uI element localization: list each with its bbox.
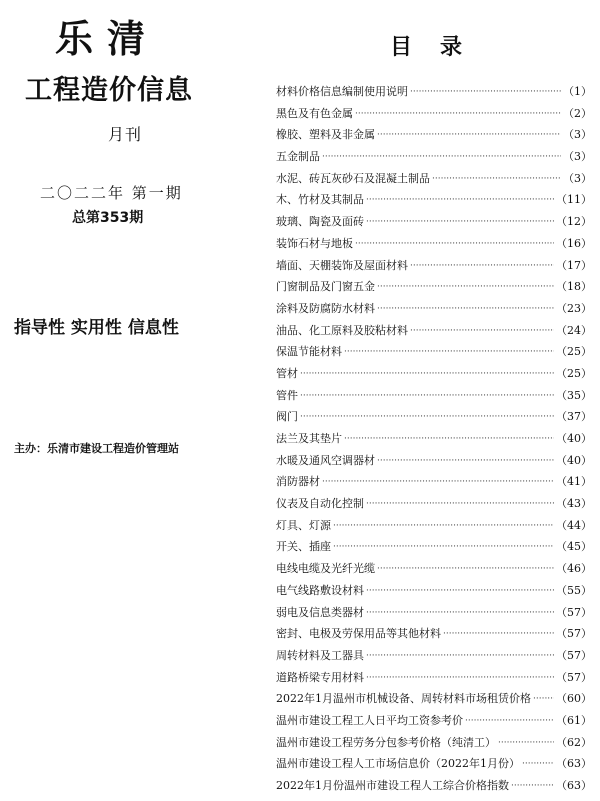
toc-item[interactable] <box>276 363 592 385</box>
table-of-contents <box>272 0 600 801</box>
toc-item[interactable] <box>276 493 592 515</box>
toc-item-page: （24） <box>556 323 592 337</box>
toc-item-page: （45） <box>556 540 592 554</box>
frequency-label: 月刊 <box>108 125 143 144</box>
toc-item[interactable] <box>276 189 592 211</box>
toc-item-name: 2022年1月份温州市建设工程人工综合价格指数 <box>276 779 509 792</box>
toc-item[interactable] <box>276 385 592 407</box>
toc-item-name: 灯具、灯源 <box>276 518 331 532</box>
toc-item-name: 门窗制品及门窗五金 <box>276 280 375 294</box>
toc-item-page: （61） <box>556 713 592 727</box>
toc-item-name: 涂料及防腐防水材料 <box>276 301 375 315</box>
toc-leader-dots <box>344 427 554 451</box>
toc-item-page: （55） <box>556 583 592 597</box>
toc-item-name: 弱电及信息类器材 <box>276 605 364 619</box>
sponsor-line: 主办：乐清市建设工程造价管理站 <box>14 442 179 455</box>
toc-leader-dots <box>322 470 554 494</box>
cover-panel <box>0 0 265 801</box>
toc-item-name: 油品、化工原料及胶粘材料 <box>276 323 408 337</box>
toc-item-page: （57） <box>556 627 592 641</box>
toc-item-page: （1） <box>563 85 592 98</box>
toc-item-name: 密封、电极及劳保用品等其他材料 <box>276 627 441 641</box>
toc-item-name: 法兰及其垫片 <box>276 432 342 445</box>
toc-item-name: 周转材料及工器具 <box>276 648 364 662</box>
toc-item-name: 2022年1月温州市机械设备、周转材料市场租赁价格 <box>276 692 531 706</box>
toc-item-name: 管件 <box>276 388 298 402</box>
toc-item-name: 装饰石材与地板 <box>276 236 353 250</box>
toc-leader-dots <box>333 514 554 538</box>
toc-item[interactable] <box>276 211 592 233</box>
toc-item-name: 温州市建设工程工人日平均工资参考价 <box>276 713 463 727</box>
toc-item[interactable] <box>276 146 592 168</box>
toc-item-name: 玻璃、陶瓷及面砖 <box>276 215 364 229</box>
toc-leader-dots <box>344 340 554 364</box>
toc-item-page: （40） <box>556 432 592 445</box>
toc-item-name: 阀门 <box>276 410 298 424</box>
toc-leader-dots <box>377 297 554 321</box>
toc-item[interactable] <box>276 602 592 624</box>
toc-item-page: （16） <box>556 236 592 250</box>
toc-title: 目录 <box>390 35 491 60</box>
toc-leader-dots <box>511 774 554 798</box>
toc-item[interactable] <box>276 450 592 472</box>
issue-number: 二〇二二年 第一期 <box>40 184 183 202</box>
toc-item[interactable] <box>276 536 592 558</box>
toc-item[interactable] <box>276 428 592 450</box>
toc-item[interactable] <box>276 515 592 537</box>
toc-item[interactable] <box>276 688 592 710</box>
toc-item-name: 温州市建设工程劳务分包参考价格（纯清工） <box>276 735 496 749</box>
toc-leader-dots <box>465 709 554 733</box>
toc-leader-dots <box>300 405 554 429</box>
toc-item-name: 橡胶、塑料及非金属 <box>276 128 375 142</box>
toc-item-page: （57） <box>556 648 592 662</box>
toc-list <box>276 81 592 797</box>
toc-item[interactable] <box>276 320 592 342</box>
toc-item[interactable] <box>276 168 592 190</box>
city-brand: 乐清 <box>55 17 160 61</box>
toc-leader-dots <box>322 145 561 169</box>
toc-leader-dots <box>410 254 554 278</box>
toc-item[interactable] <box>276 124 592 146</box>
toc-leader-dots <box>533 687 554 711</box>
toc-item[interactable] <box>276 710 592 732</box>
toc-item-name: 保温节能材料 <box>276 345 342 359</box>
toc-item-page: （3） <box>563 171 592 185</box>
toc-item[interactable] <box>276 471 592 493</box>
toc-leader-dots <box>300 362 554 386</box>
toc-leader-dots <box>366 492 554 516</box>
toc-item[interactable] <box>276 81 592 103</box>
toc-item-name: 水泥、砖瓦灰砂石及混凝土制品 <box>276 171 430 185</box>
toc-leader-dots <box>366 601 554 625</box>
toc-item-page: （17） <box>556 258 592 272</box>
toc-item-name: 仪表及自动化控制 <box>276 497 364 511</box>
toc-item[interactable] <box>276 732 592 754</box>
toc-item-page: （35） <box>556 388 592 402</box>
toc-item-page: （46） <box>556 562 592 576</box>
toc-item-page: （43） <box>556 497 592 511</box>
toc-item[interactable] <box>276 406 592 428</box>
toc-item[interactable] <box>276 580 592 602</box>
toc-item[interactable] <box>276 341 592 363</box>
toc-item-page: （11） <box>556 193 592 207</box>
toc-item-page: （57） <box>556 605 592 619</box>
toc-leader-dots <box>443 622 554 646</box>
toc-leader-dots <box>377 449 554 473</box>
toc-leader-dots <box>366 210 554 234</box>
toc-item-page: （44） <box>556 518 592 532</box>
toc-item-page: （3） <box>563 150 592 164</box>
toc-leader-dots <box>355 102 561 126</box>
toc-item[interactable] <box>276 667 592 689</box>
toc-item[interactable] <box>276 103 592 125</box>
toc-item[interactable] <box>276 298 592 320</box>
toc-item-page: （62） <box>556 735 592 749</box>
toc-leader-dots <box>522 752 554 776</box>
toc-item[interactable] <box>276 233 592 255</box>
toc-leader-dots <box>410 80 561 104</box>
toc-item-page: （3） <box>563 128 592 142</box>
toc-leader-dots <box>377 275 554 299</box>
magazine-title: 工程造价信息 <box>25 75 193 106</box>
toc-leader-dots <box>377 557 554 581</box>
toc-item-page: （63） <box>556 757 592 771</box>
toc-item-page: （18） <box>556 280 592 294</box>
toc-item-page: （12） <box>556 215 592 229</box>
toc-item[interactable] <box>276 645 592 667</box>
toc-leader-dots <box>366 579 554 603</box>
toc-leader-dots <box>432 167 561 191</box>
toc-leader-dots <box>377 123 561 147</box>
toc-item-page: （25） <box>556 366 592 380</box>
toc-item-name: 开关、插座 <box>276 540 331 554</box>
toc-item-name: 材料价格信息编制使用说明 <box>276 85 408 98</box>
toc-item-page: （40） <box>556 453 592 467</box>
toc-item-name: 墙面、天棚装饰及屋面材料 <box>276 258 408 272</box>
toc-item-name: 五金制品 <box>276 150 320 164</box>
toc-leader-dots <box>366 644 554 668</box>
toc-leader-dots <box>333 535 554 559</box>
toc-item-name: 木、竹材及其制品 <box>276 193 364 207</box>
toc-leader-dots <box>498 731 554 755</box>
toc-item-name: 消防器材 <box>276 475 320 489</box>
toc-item-name: 水暖及通风空调器材 <box>276 453 375 467</box>
toc-item[interactable] <box>276 753 592 775</box>
toc-leader-dots <box>366 666 554 690</box>
toc-item-name: 黑色及有色金属 <box>276 106 353 120</box>
toc-leader-dots <box>410 319 554 343</box>
toc-item-page: （23） <box>556 301 592 315</box>
toc-item[interactable] <box>276 775 592 797</box>
toc-item-page: （41） <box>556 475 592 489</box>
toc-leader-dots <box>355 232 554 256</box>
toc-item-page: （63） <box>556 779 592 792</box>
slogan: 指导性 实用性 信息性 <box>14 318 179 338</box>
toc-leader-dots <box>300 384 554 408</box>
toc-item[interactable] <box>276 623 592 645</box>
toc-item-page: （25） <box>556 345 592 359</box>
toc-item[interactable] <box>276 276 592 298</box>
toc-leader-dots <box>366 188 554 212</box>
toc-item-page: （60） <box>556 692 592 706</box>
toc-item[interactable] <box>276 255 592 277</box>
toc-item-name: 道路桥梁专用材料 <box>276 670 364 684</box>
toc-item-page: （2） <box>563 106 592 120</box>
toc-item-page: （57） <box>556 670 592 684</box>
toc-item-name: 电气线路敷设材料 <box>276 583 364 597</box>
toc-item[interactable] <box>276 558 592 580</box>
toc-item-name: 电线电缆及光纤光缆 <box>276 562 375 576</box>
toc-item-name: 温州市建设工程人工市场信息价（2022年1月份） <box>276 757 520 771</box>
toc-item-name: 管材 <box>276 366 298 380</box>
total-issue-number: 总第353期 <box>72 210 144 226</box>
toc-item-page: （37） <box>556 410 592 424</box>
